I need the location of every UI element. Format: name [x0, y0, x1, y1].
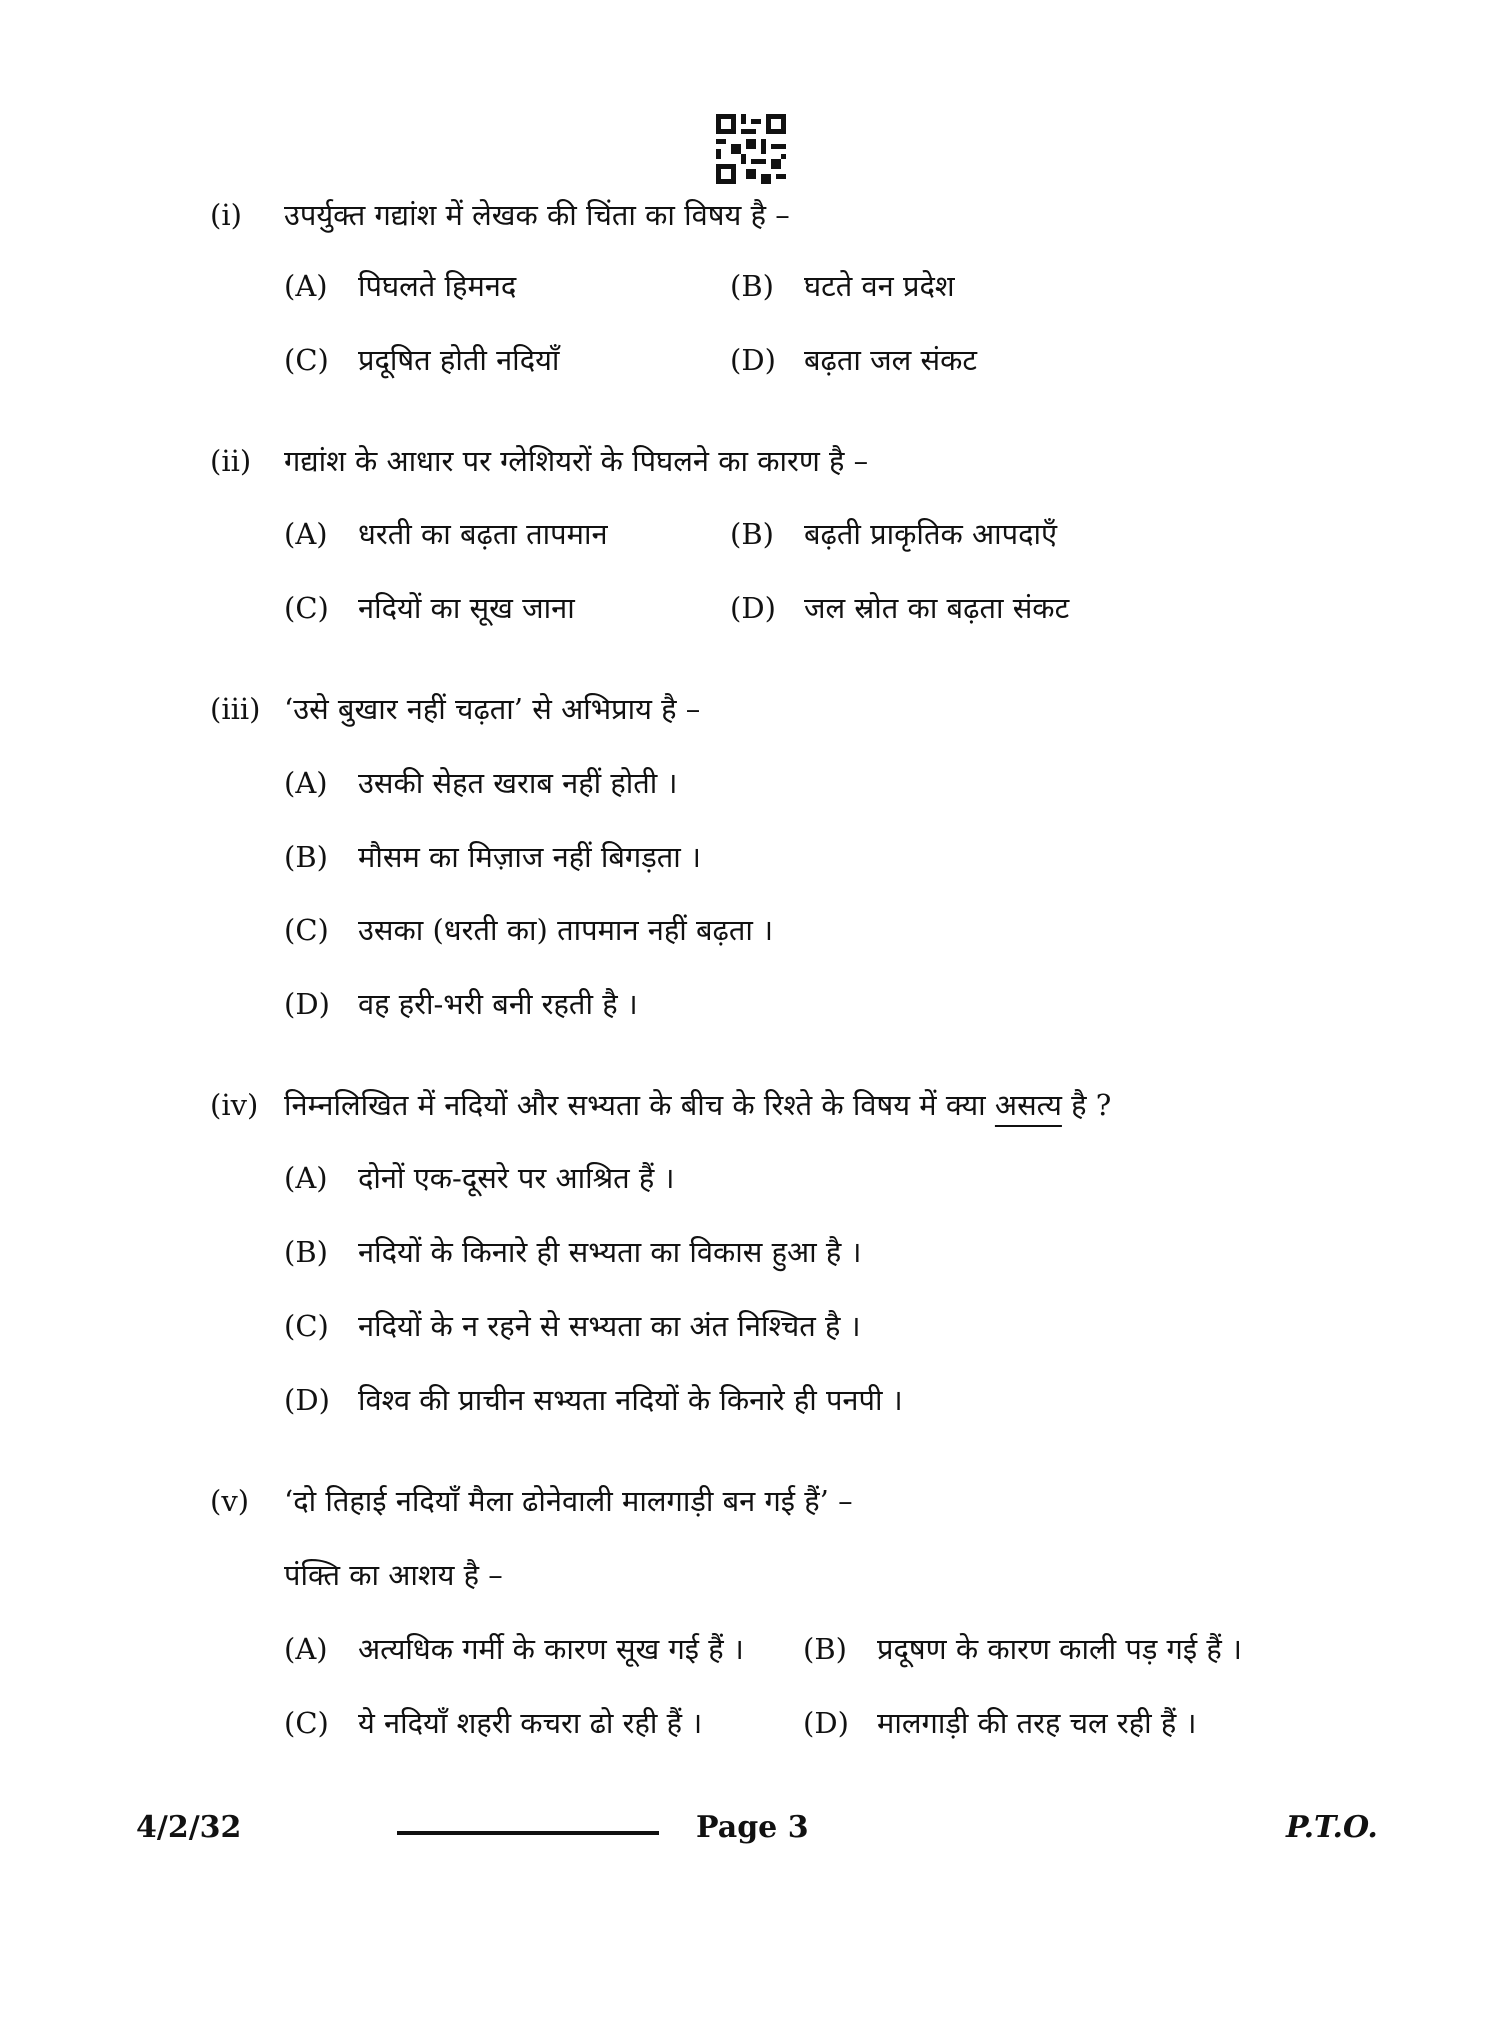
- question-2: [210, 441, 1310, 481]
- option-a: [284, 514, 704, 554]
- option-text: ये नदियाँ शहरी कचरा ढो रही हैं ।: [358, 1706, 703, 1740]
- option-text: मालगाड़ी की तरह चल रही हैं ।: [877, 1706, 1197, 1740]
- option-text: मौसम का मिज़ाज नहीं बिगड़ता ।: [358, 840, 702, 874]
- option-text: उसका (धरती का) तापमान नहीं बढ़ता ।: [358, 913, 774, 947]
- option-label: (B): [803, 1632, 847, 1666]
- option-label: (C): [284, 343, 329, 377]
- question-subtext: [284, 1555, 1184, 1595]
- option-b: [730, 514, 1210, 554]
- option-d: [730, 588, 1210, 628]
- option-text: पिघलते हिमनद: [358, 269, 517, 303]
- option-label: (B): [730, 269, 774, 303]
- question-text: उपर्युक्त गद्यांश में लेखक की चिंता का विषय है –: [284, 198, 790, 232]
- paper-code: 4/2/32: [136, 1810, 242, 1845]
- option-label: (B): [284, 1235, 328, 1269]
- option-label: (C): [284, 591, 329, 625]
- option-label: (C): [284, 1309, 329, 1343]
- option-text: उसकी सेहत खराब नहीं होती ।: [358, 766, 678, 800]
- option-text: दोनों एक-दूसरे पर आश्रित हैं ।: [358, 1161, 675, 1195]
- page-number: Page 3: [696, 1810, 809, 1845]
- qr-code: [716, 114, 786, 184]
- option-text: धरती का बढ़ता तापमान: [358, 517, 608, 551]
- option-text: बढ़ता जल संकट: [804, 343, 978, 377]
- option-text: नदियों के किनारे ही सभ्यता का विकास हुआ है ।: [358, 1235, 862, 1269]
- option-d: [284, 1380, 1284, 1420]
- option-label: (C): [284, 913, 329, 947]
- option-label: (A): [284, 517, 328, 551]
- option-text: अत्यधिक गर्मी के कारण सूख गई हैं ।: [358, 1632, 744, 1666]
- option-d: [730, 340, 1210, 380]
- question-5: [210, 1481, 1310, 1521]
- option-label: (A): [284, 766, 328, 800]
- option-a: [284, 1158, 1284, 1198]
- question-text: ‘उसे बुखार नहीं चढ़ता’ से अभिप्राय है –: [284, 692, 701, 726]
- option-label: (B): [284, 840, 328, 874]
- option-b: [730, 266, 1210, 306]
- question-number: (i): [210, 198, 242, 232]
- question-3: [210, 689, 1310, 729]
- option-text: घटते वन प्रदेश: [804, 269, 955, 303]
- question-number: (iii): [210, 692, 261, 726]
- option-label: (D): [284, 1383, 330, 1417]
- option-text: प्रदूषण के कारण काली पड़ गई हैं ।: [877, 1632, 1242, 1666]
- option-b: [284, 837, 1184, 877]
- question-text: ‘दो तिहाई नदियाँ मैला ढोनेवाली मालगाड़ी बन गई हैं’ –: [284, 1484, 853, 1518]
- option-label: (C): [284, 1706, 329, 1740]
- option-text: जल स्रोत का बढ़ता संकट: [804, 591, 1070, 625]
- option-label: (A): [284, 269, 328, 303]
- option-a: [284, 1629, 794, 1669]
- option-c: [284, 340, 704, 380]
- question-text-part: निम्नलिखित में नदियों और सभ्यता के बीच के रिश्ते के विषय में क्या: [284, 1088, 986, 1122]
- option-label: (A): [284, 1161, 328, 1195]
- option-label: (B): [730, 517, 774, 551]
- question-4: [210, 1085, 1330, 1125]
- option-c: [284, 910, 1184, 950]
- option-label: (D): [730, 343, 776, 377]
- question-number: (v): [210, 1484, 250, 1518]
- option-label: (D): [284, 987, 330, 1021]
- question-text: [284, 1085, 1111, 1125]
- option-label: (D): [730, 591, 776, 625]
- question-subtext-text: पंक्ति का आशय है –: [284, 1558, 503, 1592]
- option-text: प्रदूषित होती नदियाँ: [358, 343, 560, 377]
- option-label: (A): [284, 1632, 328, 1666]
- option-c: [284, 1703, 794, 1743]
- option-text: नदियों के न रहने से सभ्यता का अंत निश्चित है ।: [358, 1309, 861, 1343]
- option-c: [284, 1306, 1284, 1346]
- option-b: [284, 1232, 1284, 1272]
- question-1: [210, 195, 1310, 235]
- option-a: [284, 763, 1184, 803]
- question-text-part: है ?: [1071, 1088, 1112, 1122]
- option-b: [803, 1629, 1323, 1669]
- option-d: [803, 1703, 1323, 1743]
- underlined-word: असत्य: [994, 1088, 1062, 1122]
- footer-rule: [397, 1831, 659, 1835]
- pto-label: P.T.O.: [1286, 1810, 1378, 1845]
- option-label: (D): [803, 1706, 849, 1740]
- option-text: नदियों का सूख जाना: [358, 591, 575, 625]
- question-number: (iv): [210, 1088, 259, 1122]
- question-text: गद्यांश के आधार पर ग्लेशियरों के पिघलने का कारण है –: [284, 444, 869, 478]
- question-number: (ii): [210, 444, 252, 478]
- option-text: वह हरी-भरी बनी रहती है ।: [358, 987, 638, 1021]
- option-c: [284, 588, 704, 628]
- option-text: विश्व की प्राचीन सभ्यता नदियों के किनारे ही पनपी ।: [358, 1383, 903, 1417]
- option-text: बढ़ती प्राकृतिक आपदाएँ: [804, 517, 1058, 551]
- option-d: [284, 984, 1184, 1024]
- option-a: [284, 266, 704, 306]
